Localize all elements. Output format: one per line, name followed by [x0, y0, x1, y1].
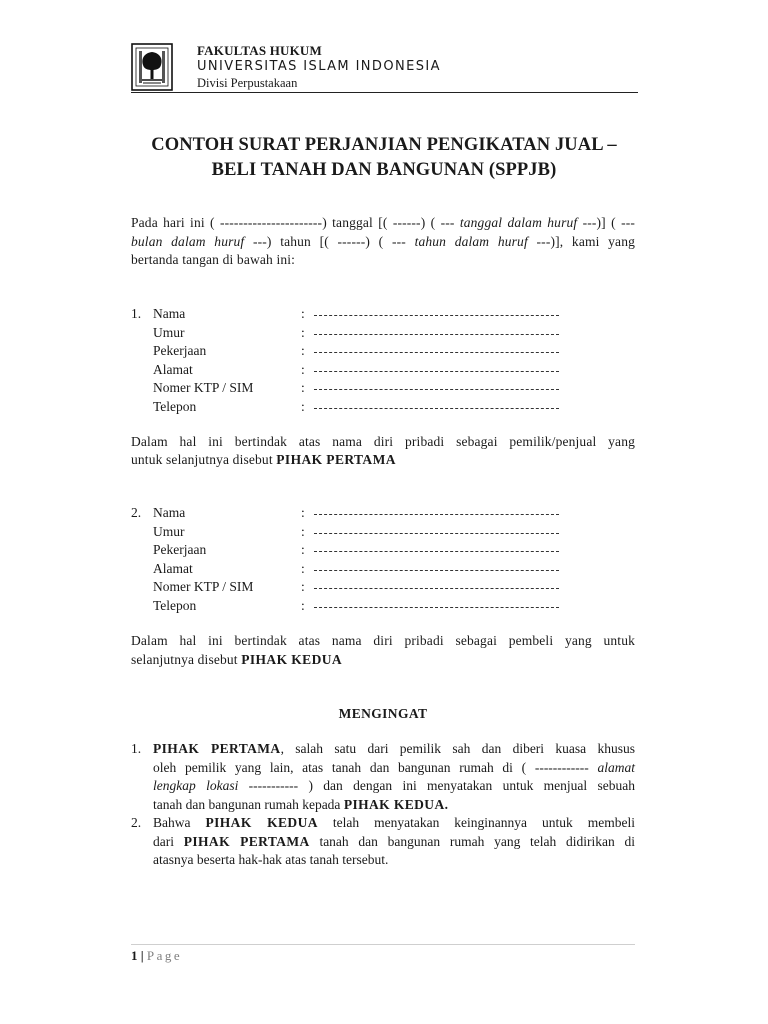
- party-2-statement-line-1: Dalam hal ini bertindak atas nama diri pribadi sebagai pembeli yang untuk: [131, 633, 635, 648]
- faculty-name: FAKULTAS HUKUM: [197, 43, 322, 58]
- opening-line-3: bertanda tangan di bawah ini:: [131, 252, 296, 267]
- division-name: Divisi Perpustakaan: [197, 76, 298, 90]
- university-name: UNIVERSITAS ISLAM INDONESIA: [197, 59, 441, 74]
- page-footer: [131, 948, 182, 964]
- party-1-row: Alamat :: [131, 362, 571, 380]
- document-title-line2: BELI TANAH DAN BANGUNAN (SPPJB): [211, 160, 557, 180]
- party-1-number: 1.: [131, 306, 142, 321]
- list-item: 2. Bahwa PIHAK KEDUA telah menyatakan keinginannya untuk membeli dari PIHAK PERTAMA tanah dan bangunan rumah yang telah didirikan di atasnya beserta hak-hak atas tanah tersebut.: [131, 815, 636, 867]
- university-logo-icon: [131, 43, 173, 91]
- party-1-row: 1. Nama :: [131, 306, 571, 324]
- section-heading-mengingat: MENGINGAT: [338, 706, 428, 721]
- party-2-row: Nomer KTP / SIM :: [131, 579, 571, 597]
- opening-line-1: Pada hari ini ( ----------------------) tanggal [( ------) ( --- tanggal dalam huruf ---)] ( ---: [131, 215, 636, 230]
- party-1-row: Nomer KTP / SIM :: [131, 380, 571, 398]
- party-2-row: 2. Nama :: [131, 505, 571, 523]
- opening-line-2: bulan dalam huruf ---) tahun [( ------) ( --- tahun dalam huruf ---)], kami yang: [131, 234, 636, 249]
- party-2-row: Alamat :: [131, 561, 571, 579]
- list-item: 1. PIHAK PERTAMA, salah satu dari pemilik sah dan diberi kuasa khusus oleh pemilik yang lain, atas tanah dan bangunan rumah di ( ------------ alamat lengkap lokasi ----------- ) dan dengan ini menyatakan untuk menjual sebuah tanah dan bangunan rumah kepada PIHAK KEDUA.: [131, 741, 635, 812]
- party-2-number: 2.: [131, 505, 142, 520]
- page-word: Page: [146, 948, 183, 963]
- page-separator: |: [140, 948, 144, 963]
- footer-divider: [131, 944, 635, 945]
- party-2-statement-line-2: selanjutnya disebut PIHAK KEDUA: [131, 652, 343, 667]
- party-2-row: Umur :: [131, 524, 571, 542]
- header-divider: [131, 92, 638, 93]
- party-2-row: Pekerjaan :: [131, 542, 571, 560]
- party-1-row: Telepon :: [131, 399, 571, 417]
- party-1-statement-line-2: untuk selanjutnya disebut PIHAK PERTAMA: [131, 452, 396, 467]
- document-title-line1: CONTOH SURAT PERJANJIAN PENGIKATAN JUAL –: [151, 135, 617, 155]
- page-number: 1: [131, 948, 138, 963]
- party-1-row: Pekerjaan :: [131, 343, 571, 361]
- party-1-row: Umur :: [131, 325, 571, 343]
- party-2-row: Telepon :: [131, 598, 571, 616]
- party-1-statement-line-1: Dalam hal ini bertindak atas nama diri pribadi sebagai pemilik/penjual yang: [131, 434, 635, 449]
